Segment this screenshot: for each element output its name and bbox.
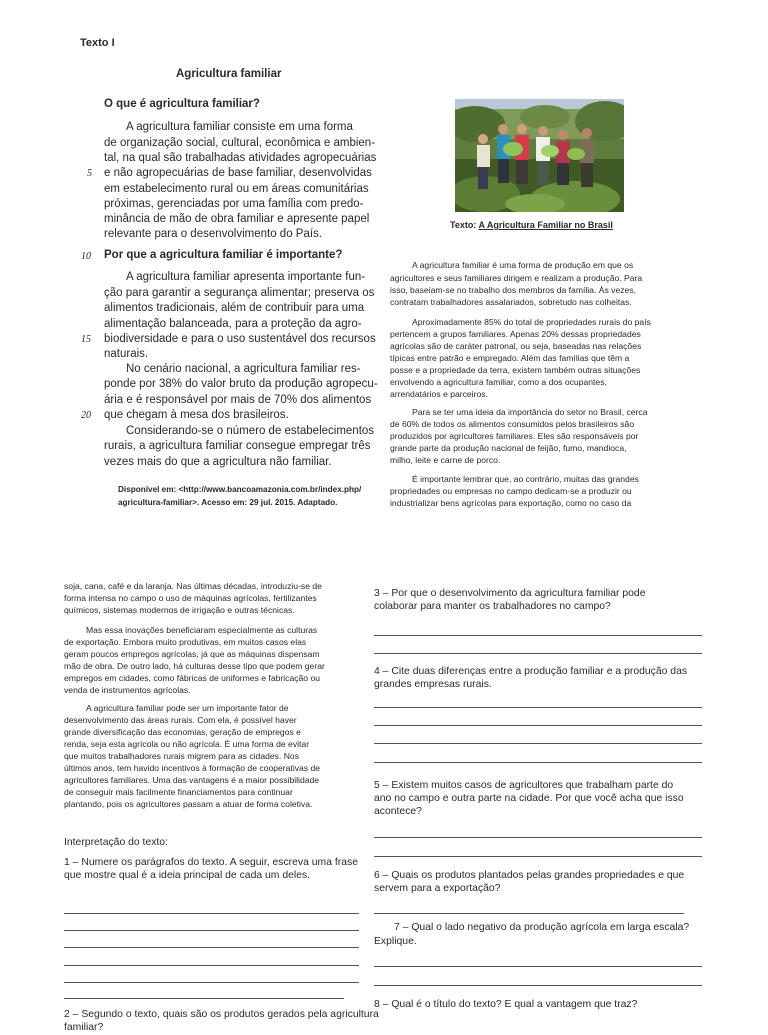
answer-line[interactable] xyxy=(64,965,359,966)
farmers-illustration xyxy=(455,99,624,212)
answer-line[interactable] xyxy=(374,985,702,986)
article-title: Agricultura familiar xyxy=(176,68,282,80)
answer-line[interactable] xyxy=(374,743,702,744)
line-number: 20 xyxy=(81,410,91,421)
line-number: 5 xyxy=(87,168,92,179)
answer-line[interactable] xyxy=(374,856,702,857)
answer-line[interactable] xyxy=(374,707,702,708)
answer-line[interactable] xyxy=(374,762,702,763)
answer-line[interactable] xyxy=(374,966,702,967)
section-heading-why-important: Por que a agricultura familiar é importante? xyxy=(104,249,343,261)
interpretation-heading: Interpretação do texto: xyxy=(64,837,168,848)
farmers-photo xyxy=(455,99,624,212)
answer-line[interactable] xyxy=(374,635,702,636)
answer-line[interactable] xyxy=(374,653,702,654)
line-number: 10 xyxy=(81,251,91,262)
photo-caption: Texto: A Agricultura Familiar no Brasil xyxy=(450,220,613,230)
answer-line[interactable] xyxy=(64,998,344,999)
section-heading-what-is: O que é agricultura familiar? xyxy=(104,98,260,110)
answer-line[interactable] xyxy=(64,947,359,948)
answer-line[interactable] xyxy=(374,913,684,914)
answer-line[interactable] xyxy=(64,913,359,914)
line-number: 15 xyxy=(81,334,91,345)
answer-line[interactable] xyxy=(374,725,702,726)
answer-line[interactable] xyxy=(64,982,359,983)
answer-line[interactable] xyxy=(374,837,702,838)
text-label: Texto I xyxy=(80,37,115,49)
answer-line[interactable] xyxy=(64,930,359,931)
